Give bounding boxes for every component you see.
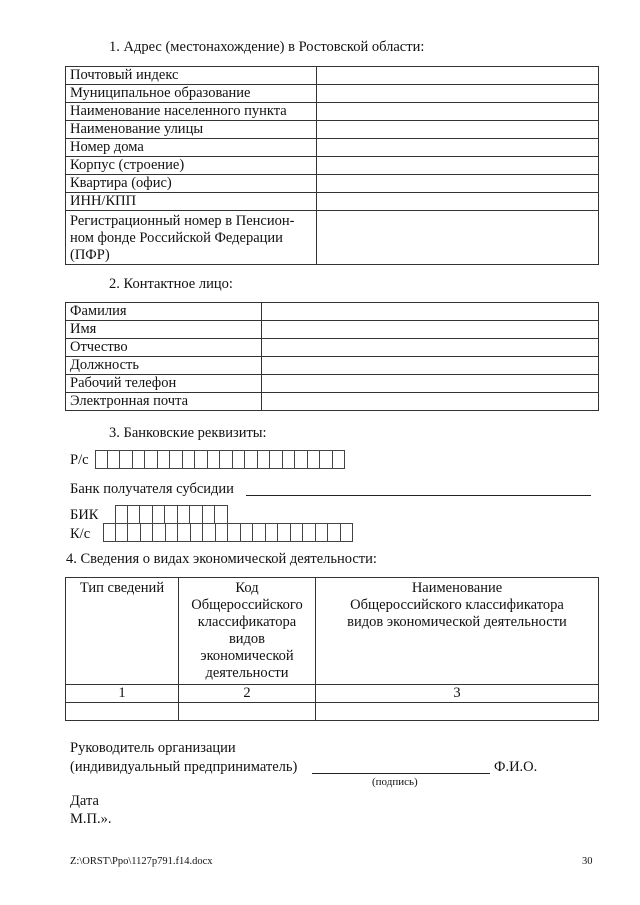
col-code-line: экономической — [200, 648, 294, 664]
fio-label: Ф.И.О. — [494, 759, 538, 775]
rs-label: Р/с — [70, 452, 89, 468]
signature-line[interactable] — [312, 773, 490, 774]
row-label: ИНН/КПП — [66, 193, 317, 211]
pfr-line-3: (ПФР) — [70, 247, 110, 263]
row-label: Должность — [66, 357, 262, 375]
col-name-line: Общероссийского классификатора — [350, 597, 564, 613]
col-name-line: Наименование — [411, 580, 503, 596]
col-number: 2 — [179, 685, 316, 703]
col-code-line: Общероссийского — [191, 597, 303, 613]
contact-table — [65, 302, 599, 411]
empty-cell[interactable] — [316, 703, 599, 721]
date-label: Дата — [70, 793, 99, 809]
row-label: Квартира (офис) — [66, 175, 317, 193]
value-cell[interactable] — [317, 85, 599, 103]
pfr-line-2: ном фонде Российской Федерации — [70, 230, 283, 246]
value-cell[interactable] — [262, 303, 599, 321]
row-label: Почтовый индекс — [66, 67, 317, 85]
row-label: Электронная почта — [66, 393, 262, 411]
address-table — [65, 66, 599, 265]
value-cell[interactable] — [317, 157, 599, 175]
col-number: 1 — [66, 685, 179, 703]
section3-heading: 3. Банковские реквизиты: — [109, 425, 267, 441]
col-code-line: деятельности — [205, 665, 289, 681]
row-label: Имя — [66, 321, 262, 339]
stamp-label: М.П.». — [70, 811, 112, 827]
value-cell[interactable] — [317, 67, 599, 85]
col-code-line: Код — [235, 580, 259, 596]
row-label: Корпус (строение) — [66, 157, 317, 175]
bank-name-line[interactable] — [246, 495, 591, 496]
footer-path: Z:\ORST\Ppo\1127p791.f14.docx — [70, 856, 213, 867]
pfr-line-1: Регистрационный номер в Пенсион- — [70, 213, 295, 229]
podpis-label: (подпись) — [372, 776, 418, 788]
value-cell[interactable] — [262, 375, 599, 393]
row-label: Наименование населенного пункта — [66, 103, 317, 121]
row-label: Номер дома — [66, 139, 317, 157]
row-label: Муниципальное образование — [66, 85, 317, 103]
empty-cell[interactable] — [179, 703, 316, 721]
signature-line2: (индивидуальный предприниматель) — [70, 759, 298, 775]
row-label-pfr — [66, 211, 317, 265]
ks-label: К/с — [70, 526, 91, 542]
col-header-type: Тип сведений — [66, 578, 179, 685]
empty-cell[interactable] — [66, 703, 179, 721]
col-header-name — [316, 578, 599, 685]
page-number: 30 — [582, 856, 593, 867]
bik-label: БИК — [70, 507, 99, 523]
value-cell[interactable] — [317, 211, 599, 265]
value-cell[interactable] — [262, 321, 599, 339]
row-label: Фамилия — [66, 303, 262, 321]
row-label: Рабочий телефон — [66, 375, 262, 393]
signature-line1: Руководитель организации — [70, 740, 236, 756]
col-code-line: видов — [228, 631, 266, 647]
ks-boxes[interactable] — [103, 523, 353, 542]
rs-boxes[interactable] — [95, 450, 345, 469]
col-header-code — [179, 578, 316, 685]
value-cell[interactable] — [317, 121, 599, 139]
bank-label: Банк получателя субсидии — [70, 481, 234, 497]
section1-heading: 1. Адрес (местонахождение) в Ростовской области: — [109, 39, 425, 55]
value-cell[interactable] — [317, 175, 599, 193]
col-name-line: видов экономической деятельности — [347, 614, 567, 630]
bik-boxes[interactable] — [115, 505, 228, 524]
value-cell[interactable] — [262, 357, 599, 375]
value-cell[interactable] — [317, 103, 599, 121]
section2-heading: 2. Контактное лицо: — [109, 276, 233, 292]
col-number: 3 — [316, 685, 599, 703]
value-cell[interactable] — [317, 193, 599, 211]
col-code-line: классификатора — [197, 614, 297, 630]
value-cell[interactable] — [317, 139, 599, 157]
row-label: Наименование улицы — [66, 121, 317, 139]
okved-table — [65, 577, 599, 721]
row-label: Отчество — [66, 339, 262, 357]
value-cell[interactable] — [262, 393, 599, 411]
section4-heading: 4. Сведения о видах экономической деятельности: — [66, 551, 377, 567]
value-cell[interactable] — [262, 339, 599, 357]
